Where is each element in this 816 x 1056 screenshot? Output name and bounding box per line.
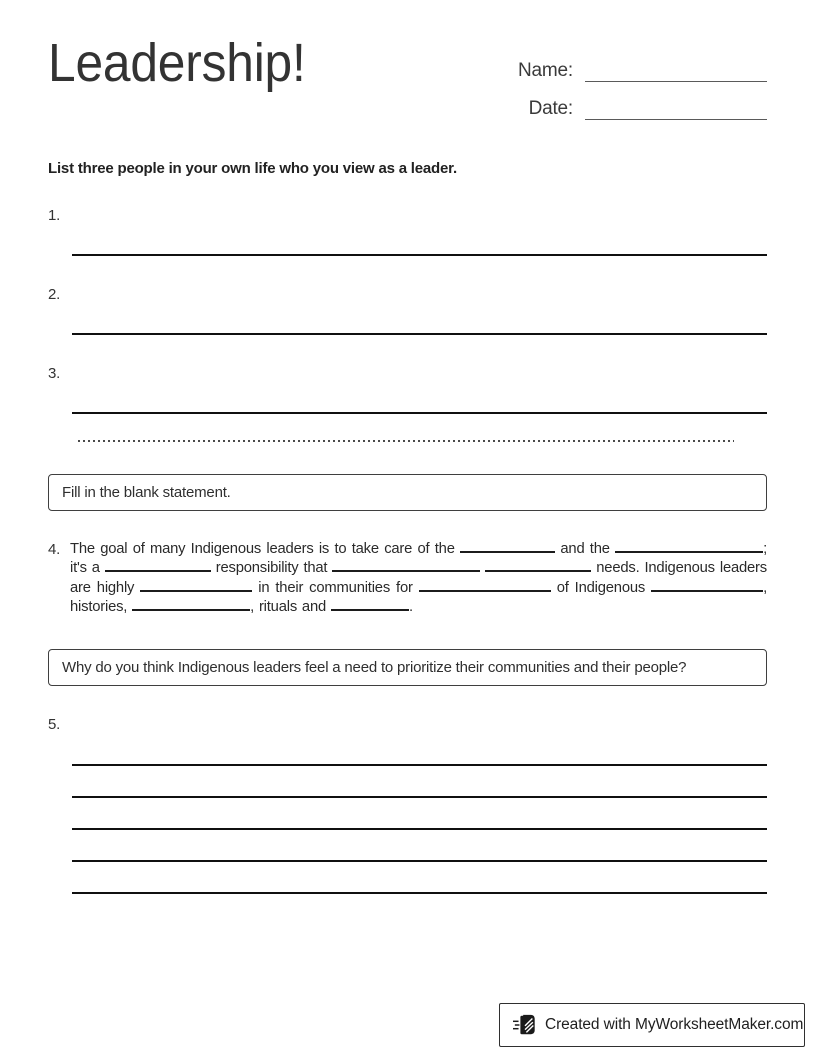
item-number: 3. — [48, 365, 61, 382]
fill-in-blank[interactable] — [331, 607, 409, 611]
name-row — [509, 44, 767, 82]
answer-line-1[interactable] — [72, 254, 767, 256]
fill-blank-instruction-box — [48, 474, 767, 511]
answer-line-5-2[interactable] — [72, 766, 767, 798]
answer-line-2[interactable] — [72, 333, 767, 335]
fill-in-blank[interactable] — [651, 588, 763, 592]
credit-text: Created with MyWorksheetMaker.com — [545, 1016, 804, 1033]
answer-line-5-5[interactable] — [72, 862, 767, 894]
date-row — [509, 82, 767, 120]
question-4-text: The goal of many Indigenous leaders is to take care of the and the ; it's a responsibility that needs. Indigenous leaders are highly in their communities for of Indigenous , histories, , rituals and . — [70, 541, 768, 615]
fill-in-blank[interactable] — [460, 549, 555, 553]
list-item-2 — [48, 286, 767, 335]
item-number: 2. — [48, 286, 61, 303]
page-title: Leadership! — [48, 33, 306, 93]
fill-in-blank[interactable] — [485, 568, 591, 572]
question-4 — [48, 540, 767, 617]
credit-badge[interactable] — [499, 1003, 805, 1047]
fill-blank-instruction-text: Fill in the blank statement. — [62, 484, 231, 501]
fill-in-blank[interactable] — [332, 568, 480, 572]
answer-line-5-1[interactable] — [72, 734, 767, 766]
question-5-prompt-text: Why do you think Indigenous leaders feel a need to prioritize their communities and their people? — [62, 659, 687, 677]
header — [48, 30, 767, 120]
fill-in-blank[interactable] — [140, 588, 252, 592]
answer-line-5-3[interactable] — [72, 798, 767, 830]
date-label: Date: — [528, 98, 573, 119]
item-number: 4. — [48, 541, 61, 558]
answer-lines-block — [72, 734, 767, 894]
list-item-3 — [48, 365, 767, 414]
dotted-divider — [78, 440, 734, 442]
list-prompt: List three people in your own life who you view as a leader. — [48, 160, 457, 177]
fill-in-blank[interactable] — [615, 549, 763, 553]
fill-in-blank[interactable] — [105, 568, 211, 572]
date-input-line[interactable] — [585, 90, 767, 120]
fill-in-blank[interactable] — [132, 607, 250, 611]
list-item-1 — [48, 207, 767, 256]
answer-line-5-4[interactable] — [72, 830, 767, 862]
answer-line-3[interactable] — [72, 412, 767, 414]
item-number: 1. — [48, 207, 61, 224]
name-label: Name: — [518, 60, 573, 81]
item-number: 5. — [48, 716, 61, 734]
question-5 — [48, 716, 767, 894]
name-input-line[interactable] — [585, 52, 767, 82]
name-date-block — [509, 44, 767, 120]
myworksheetmaker-logo-icon — [513, 1012, 537, 1038]
fill-in-blank[interactable] — [419, 588, 551, 592]
question-5-prompt-box — [48, 649, 767, 686]
